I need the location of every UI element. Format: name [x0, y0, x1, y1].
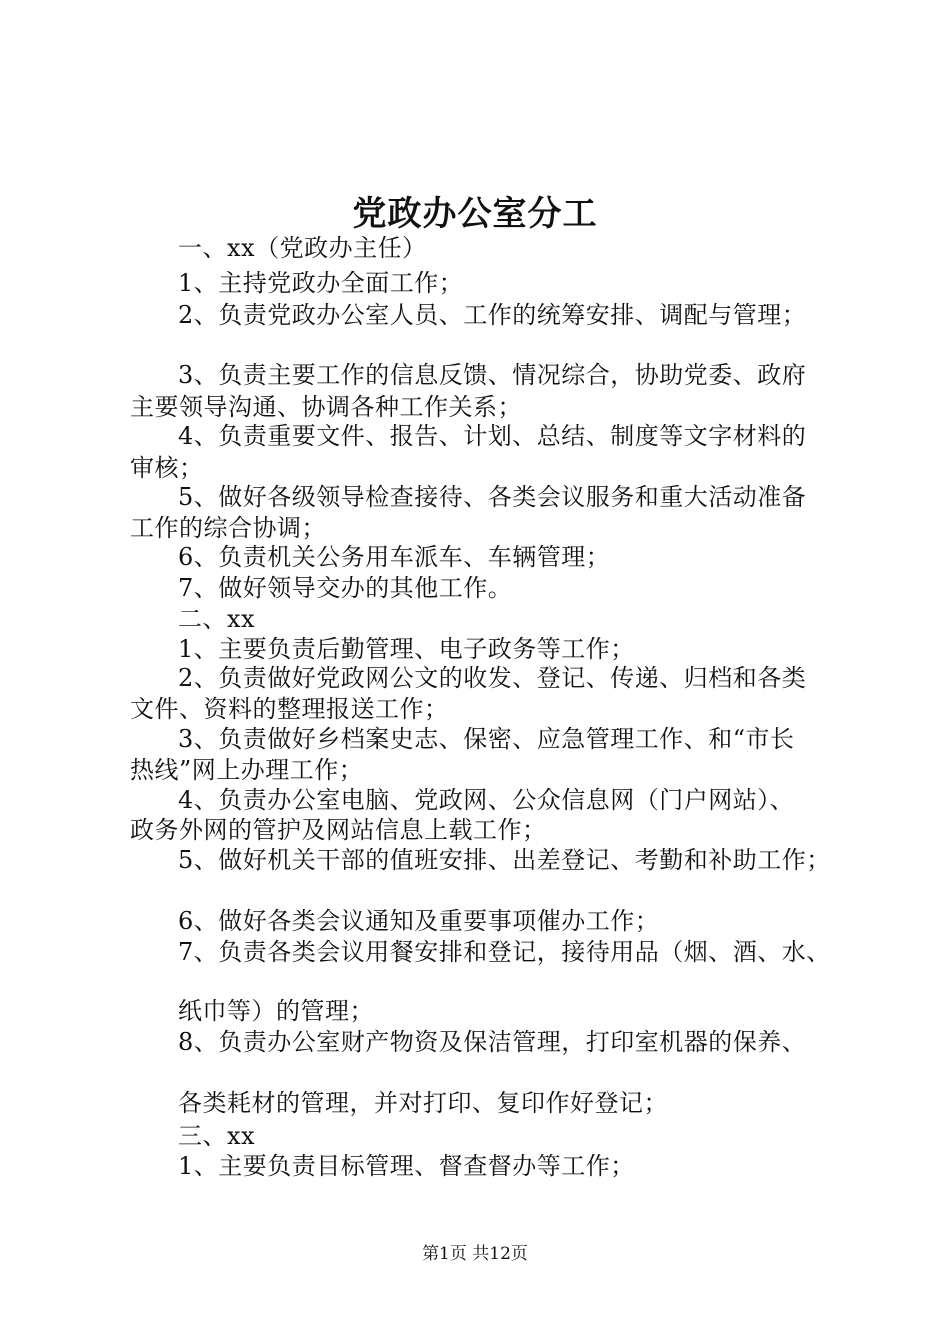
body-line: 纸巾等）的管理；	[178, 997, 374, 1025]
body-line: 政务外网的管护及网站信息上载工作；	[130, 816, 547, 844]
body-line: 2、负责党政办公室人员、工作的统筹安排、调配与管理；	[178, 301, 807, 329]
body-line: 工作的综合协调；	[130, 514, 326, 542]
body-line: 7、负责各类会议用餐安排和登记，接待用品（烟、酒、水、	[178, 938, 831, 966]
body-line: 主要领导沟通、协调各种工作关系；	[130, 393, 522, 421]
body-line: 5、做好各级领导检查接待、各类会议服务和重大活动准备	[178, 483, 807, 511]
body-line: 4、负责办公室电脑、党政网、公众信息网（门户网站）、	[178, 786, 795, 814]
section-heading-3: 三、xx	[178, 1122, 256, 1150]
body-line: 1、主持党政办全面工作；	[178, 269, 464, 297]
body-line: 热线”网上办理工作；	[130, 756, 364, 784]
body-line: 3、负责做好乡档案史志、保密、应急管理工作、和“市长	[178, 725, 795, 753]
body-line: 各类耗材的管理，并对打印、复印作好登记；	[178, 1089, 668, 1117]
section-heading-2: 二、xx	[178, 605, 256, 633]
body-line: 文件、资料的整理报送工作；	[130, 695, 449, 723]
document-title: 党政办公室分工	[352, 194, 598, 234]
body-line: 1、主要负责后勤管理、电子政务等工作；	[178, 635, 635, 663]
body-line: 8、负责办公室财产物资及保洁管理，打印室机器的保养、	[178, 1028, 807, 1056]
body-line: 6、做好各类会议通知及重要事项催办工作；	[178, 907, 660, 935]
page-footer: 第1页 共12页	[422, 1244, 528, 1264]
body-line: 审核；	[130, 454, 204, 482]
body-line: 4、负责重要文件、报告、计划、总结、制度等文字材料的	[178, 422, 807, 450]
body-line: 7、做好领导交办的其他工作。	[178, 574, 513, 602]
body-line: 1、主要负责目标管理、督查督办等工作；	[178, 1152, 635, 1180]
body-line: 5、做好机关干部的值班安排、出差登记、考勤和补助工作；	[178, 846, 831, 874]
body-line: 6、负责机关公务用车派车、车辆管理；	[178, 543, 611, 571]
section-heading-1: 一、xx（党政办主任）	[178, 234, 427, 262]
body-line: 3、负责主要工作的信息反馈、情况综合，协助党委、政府	[178, 361, 807, 389]
body-line: 2、负责做好党政网公文的收发、登记、传递、归档和各类	[178, 664, 807, 692]
